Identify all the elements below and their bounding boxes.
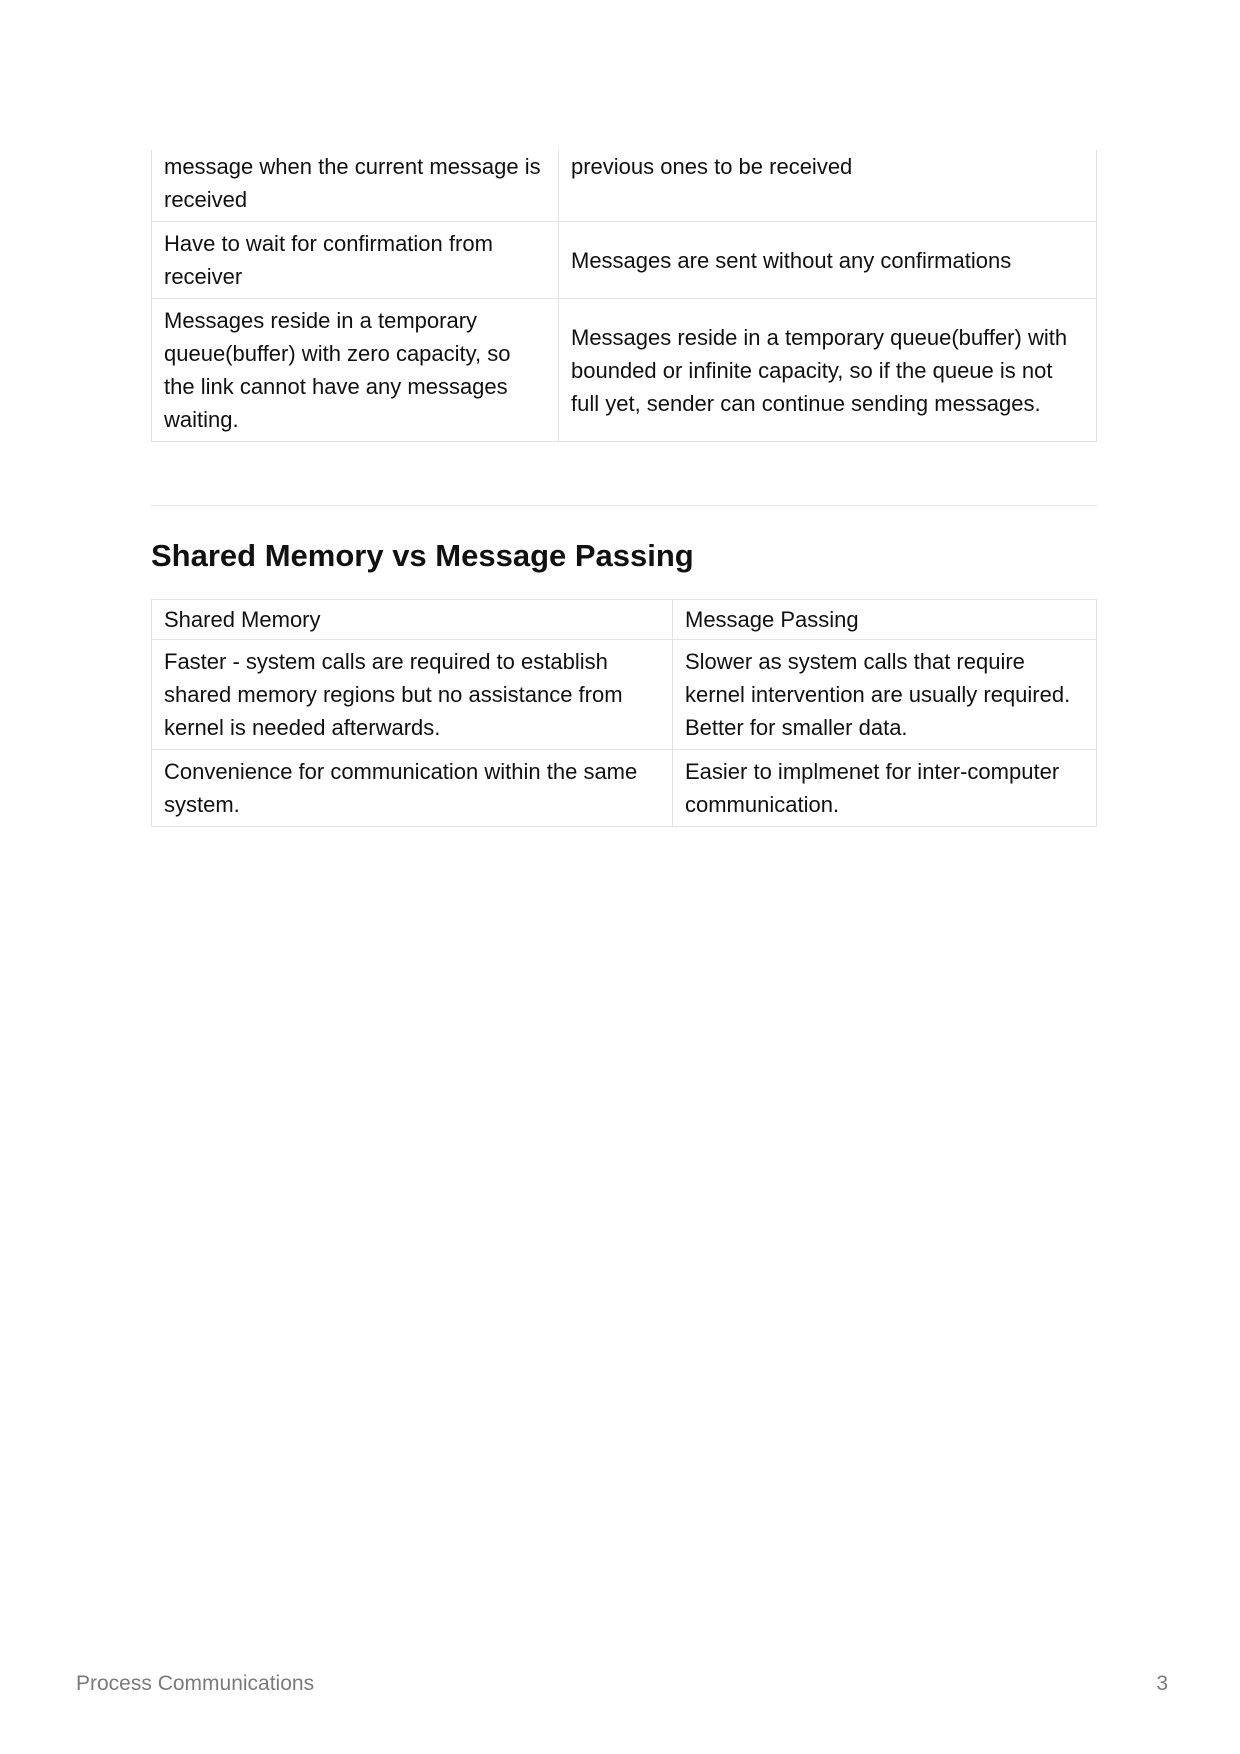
table-cell: Have to wait for confirmation from receiver (152, 222, 559, 299)
table-header-row (152, 600, 1097, 640)
comparison-table (151, 599, 1097, 827)
footer-page-number: 3 (1156, 1672, 1168, 1695)
table-row (152, 640, 1097, 750)
table-row (152, 150, 1097, 222)
table-cell: Messages are sent without any confirmations (559, 222, 1097, 299)
table-row (152, 750, 1097, 827)
table-cell: message when the current message is received (152, 150, 559, 222)
table-cell: Faster - system calls are required to establish shared memory regions but no assistance from kernel is needed afterwards. (152, 640, 673, 750)
page-content (151, 150, 1097, 827)
table-cell: previous ones to be received (559, 150, 1097, 222)
table-header-cell: Shared Memory (152, 600, 673, 640)
footer-document-title: Process Communications (76, 1672, 315, 1695)
section-heading: Shared Memory vs Message Passing (151, 538, 694, 573)
table-cell: Messages reside in a temporary queue(buffer) with zero capacity, so the link cannot have any messages waiting. (152, 299, 559, 442)
table-row (152, 222, 1097, 299)
table-cell: Slower as system calls that require kernel intervention are usually required. Better for smaller data. (673, 640, 1097, 750)
section-divider (151, 505, 1097, 506)
continued-table (151, 150, 1097, 442)
table-header-cell: Message Passing (673, 600, 1097, 640)
table-row (152, 299, 1097, 442)
table-cell: Easier to implmenet for inter-computer communication. (673, 750, 1097, 827)
table-cell: Messages reside in a temporary queue(buffer) with bounded or infinite capacity, so if the queue is not full yet, sender can continue sending messages. (559, 299, 1097, 442)
table-cell: Convenience for communication within the same system. (152, 750, 673, 827)
